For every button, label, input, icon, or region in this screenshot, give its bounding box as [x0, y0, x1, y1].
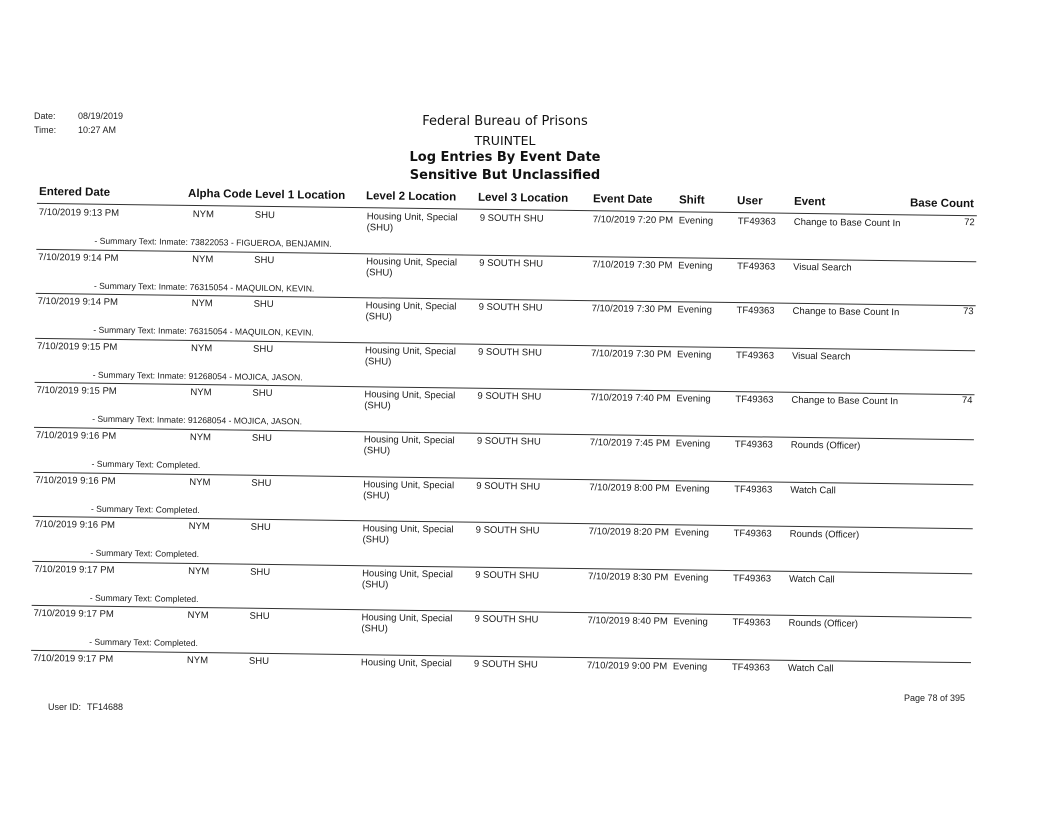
- summary-text: - Summary Text: Inmate: 76315054 - MAQUILON, KEVIN.: [93, 280, 315, 294]
- event-cell: Rounds (Officer): [790, 439, 861, 452]
- level1-location-cell: SHU: [252, 343, 274, 355]
- user-id-label: User ID:: [48, 702, 82, 712]
- entered-date-cell: 7/10/2019 9:16 PM: [34, 519, 116, 532]
- alpha-code-cell: NYM: [186, 654, 209, 667]
- footer-user-id: [48, 702, 123, 712]
- event-date-cell: 7/10/2019 7:45 PM: [589, 437, 671, 450]
- summary-text: - Summary Text: Completed.: [90, 503, 200, 515]
- alpha-code-cell: NYM: [188, 521, 210, 533]
- entered-date-cell: 7/10/2019 9:17 PM: [32, 652, 114, 665]
- level3-location-cell: 9 SOUTH SHU: [475, 524, 540, 537]
- summary-text: - Summary Text: Completed.: [91, 458, 201, 471]
- shift-cell: Evening: [678, 215, 714, 227]
- user-cell: TF49363: [735, 349, 775, 362]
- event-cell: Watch Call: [790, 484, 836, 496]
- event-cell: Change to Base Count In: [791, 395, 899, 408]
- col-event: Event: [793, 195, 826, 209]
- level2-location-cell: Housing Unit, Special (SHU): [365, 255, 458, 279]
- summary-text: - Summary Text: Completed.: [90, 547, 200, 560]
- level3-location-cell: 9 SOUTH SHU: [479, 212, 544, 225]
- level1-location-cell: SHU: [248, 655, 270, 667]
- level2-location-cell: Housing Unit, Special (SHU): [361, 568, 454, 591]
- event-cell: Change to Base Count In: [792, 306, 900, 319]
- alpha-code-cell: NYM: [192, 253, 214, 265]
- col-user: User: [736, 195, 763, 208]
- shift-cell: Evening: [674, 527, 710, 539]
- level2-location-cell: Housing Unit, Special (SHU): [364, 389, 456, 412]
- level2-location-cell: Housing Unit, Special (SHU): [362, 523, 454, 546]
- level1-location-cell: SHU: [252, 388, 273, 400]
- entered-date-cell: 7/10/2019 9:14 PM: [37, 296, 119, 309]
- summary-text: - Summary Text: Inmate: 73822053 - FIGUEROA, BENJAMIN.: [94, 235, 332, 249]
- level2-location-cell: Housing Unit, Special (SHU): [363, 434, 455, 457]
- base-count-cell: 74: [961, 395, 973, 407]
- event-date-cell: 7/10/2019 8:20 PM: [588, 526, 670, 539]
- shift-cell: Evening: [678, 259, 713, 272]
- organization-title: Federal Bureau of Prisons: [422, 114, 588, 129]
- alpha-code-cell: NYM: [190, 387, 212, 399]
- entered-date-cell: 7/10/2019 9:16 PM: [35, 429, 117, 442]
- user-id-value: TF14688: [87, 702, 124, 712]
- level3-location-cell: 9 SOUTH SHU: [477, 346, 542, 359]
- event-cell: Visual Search: [793, 261, 852, 274]
- alpha-code-cell: NYM: [187, 610, 209, 622]
- alpha-code-cell: NYM: [189, 431, 212, 444]
- event-cell: Rounds (Officer): [789, 528, 860, 541]
- level1-location-cell: SHU: [250, 566, 271, 578]
- level1-location-cell: SHU: [254, 209, 275, 222]
- col-alpha-level1: Alpha Code Level 1 Location: [187, 187, 346, 202]
- classification-label: Sensitive But Unclassified: [409, 168, 601, 183]
- user-cell: TF49363: [734, 483, 773, 496]
- level2-location-cell: Housing Unit, Special (SHU): [364, 345, 456, 368]
- user-cell: TF49363: [734, 439, 773, 451]
- user-cell: TF49363: [732, 617, 771, 629]
- level2-location-cell: Housing Unit, Special (SHU): [363, 478, 455, 502]
- level2-location-cell: Housing Unit, Special (SHU): [366, 211, 458, 234]
- event-date-cell: 7/10/2019 7:30 PM: [592, 258, 673, 271]
- event-cell: Watch Call: [787, 662, 834, 675]
- event-date-cell: 7/10/2019 8:00 PM: [589, 481, 670, 494]
- shift-cell: Evening: [676, 349, 712, 361]
- base-count-cell: 73: [962, 306, 974, 318]
- shift-cell: Evening: [675, 482, 710, 495]
- level2-location-cell: Housing Unit, Special (SHU): [361, 612, 453, 635]
- shift-cell: Evening: [675, 438, 711, 450]
- entered-date-cell: 7/10/2019 9:15 PM: [36, 340, 118, 353]
- level3-location-cell: 9 SOUTH SHU: [478, 301, 543, 314]
- event-cell: Watch Call: [789, 573, 835, 586]
- level1-location-cell: SHU: [249, 611, 270, 623]
- alpha-code-cell: NYM: [192, 208, 214, 221]
- event-cell: Visual Search: [791, 350, 851, 363]
- shift-cell: Evening: [674, 572, 709, 584]
- alpha-code-cell: NYM: [189, 476, 211, 488]
- system-name: TRUINTEL: [474, 133, 536, 148]
- level3-location-cell: 9 SOUTH SHU: [479, 257, 544, 270]
- shift-cell: Evening: [677, 304, 712, 316]
- level3-location-cell: 9 SOUTH SHU: [476, 480, 541, 493]
- level3-location-cell: 9 SOUTH SHU: [473, 658, 538, 671]
- level3-location-cell: 9 SOUTH SHU: [476, 435, 541, 448]
- shift-cell: Evening: [672, 661, 708, 673]
- base-count-cell: 72: [964, 217, 975, 229]
- summary-text: - Summary Text: Inmate: 91268054 - MOJICA, JASON.: [92, 414, 303, 427]
- level2-location-cell: Housing Unit, Special: [360, 657, 452, 670]
- user-cell: TF49363: [731, 662, 771, 674]
- user-cell: TF49363: [733, 572, 772, 585]
- col-base-count: Base Count: [909, 197, 974, 211]
- entered-date-cell: 7/10/2019 9:17 PM: [33, 608, 114, 621]
- summary-text: - Summary Text: Completed.: [89, 592, 199, 604]
- event-cell: Change to Base Count In: [793, 216, 901, 230]
- event-date-cell: 7/10/2019 7:30 PM: [591, 303, 672, 316]
- event-date-cell: 7/10/2019 7:30 PM: [590, 347, 672, 361]
- event-date-cell: 7/10/2019 7:40 PM: [590, 392, 671, 405]
- user-cell: TF49363: [735, 394, 774, 406]
- shift-cell: Evening: [676, 393, 711, 406]
- event-cell: Rounds (Officer): [788, 618, 859, 631]
- alpha-code-cell: NYM: [188, 565, 210, 578]
- alpha-code-cell: NYM: [191, 298, 213, 310]
- user-cell: TF49363: [733, 528, 772, 540]
- level3-location-cell: 9 SOUTH SHU: [474, 614, 539, 626]
- level3-location-cell: 9 SOUTH SHU: [475, 569, 540, 582]
- col-event-date: Event Date: [592, 193, 653, 206]
- page-number: Page 78 of 395: [904, 693, 966, 703]
- level1-location-cell: SHU: [254, 254, 275, 266]
- event-date-cell: 7/10/2019 9:00 PM: [586, 660, 668, 673]
- shift-cell: Evening: [673, 616, 708, 629]
- entered-date-cell: 7/10/2019 9:16 PM: [35, 474, 116, 487]
- level2-location-cell: Housing Unit, Special (SHU): [365, 300, 457, 323]
- user-cell: TF49363: [737, 260, 776, 273]
- date-value: 08/19/2019: [78, 111, 124, 121]
- col-level3: Level 3 Location: [477, 191, 569, 205]
- entered-date-cell: 7/10/2019 9:13 PM: [38, 206, 120, 219]
- col-entered-date: Entered Date: [38, 185, 111, 199]
- level1-location-cell: SHU: [251, 432, 273, 445]
- alpha-code-cell: NYM: [190, 342, 213, 355]
- event-date-cell: 7/10/2019 7:20 PM: [592, 214, 674, 227]
- level1-location-cell: SHU: [251, 477, 272, 489]
- summary-text: - Summary Text: Completed.: [89, 637, 198, 649]
- level1-location-cell: SHU: [250, 521, 271, 534]
- time-value: 10:27 AM: [78, 125, 117, 135]
- level1-location-cell: SHU: [253, 298, 274, 311]
- event-date-cell: 7/10/2019 8:30 PM: [588, 570, 669, 584]
- report-title: Log Entries By Event Date: [409, 150, 601, 165]
- summary-text: - Summary Text: Inmate: 91268054 - MOJICA, JASON.: [92, 369, 303, 383]
- user-cell: TF49363: [736, 305, 775, 317]
- time-label: Time:: [34, 125, 57, 135]
- date-label: Date:: [34, 111, 56, 121]
- col-shift: Shift: [678, 194, 705, 207]
- entered-date-cell: 7/10/2019 9:17 PM: [34, 563, 115, 576]
- user-cell: TF49363: [737, 216, 776, 228]
- col-level2: Level 2 Location: [365, 190, 457, 204]
- event-date-cell: 7/10/2019 8:40 PM: [587, 615, 668, 628]
- level3-location-cell: 9 SOUTH SHU: [477, 391, 542, 403]
- summary-text: - Summary Text: Inmate: 76315054 - MAQUILON, KEVIN.: [93, 324, 314, 338]
- entered-date-cell: 7/10/2019 9:15 PM: [36, 385, 117, 398]
- entered-date-cell: 7/10/2019 9:14 PM: [38, 251, 119, 264]
